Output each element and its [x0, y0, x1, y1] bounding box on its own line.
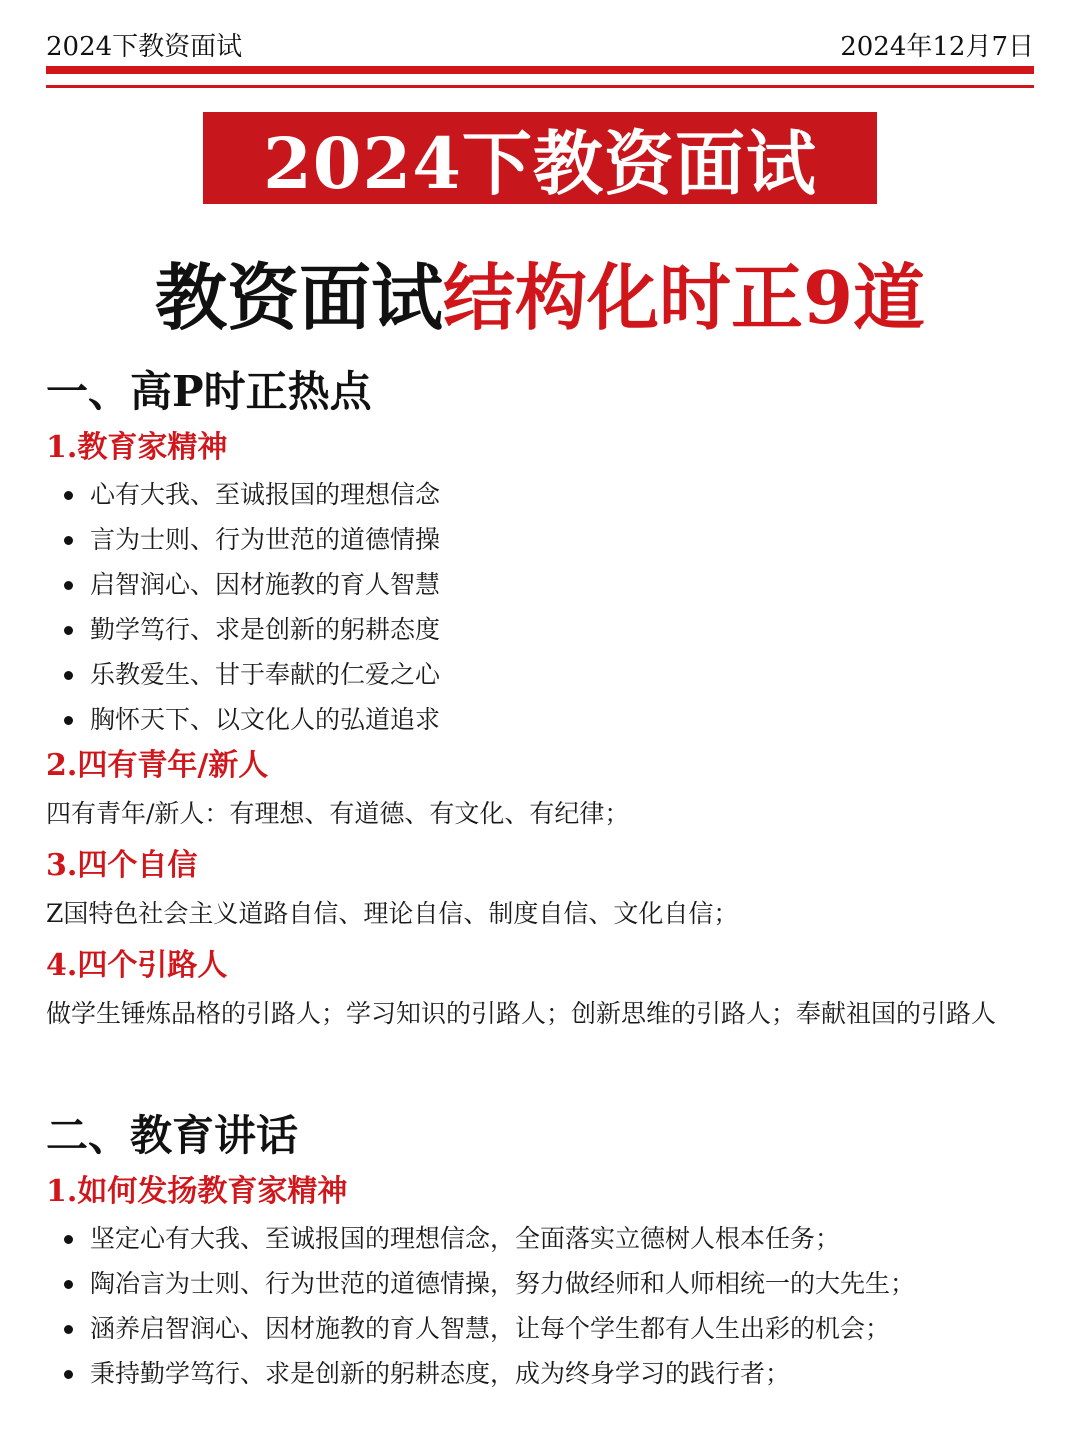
bullet-dot-icon [64, 716, 73, 725]
bullet-dot-icon [64, 536, 73, 545]
section1-item4-title: 4.四个引路人 [46, 948, 228, 983]
bullet-dot-icon [64, 626, 73, 635]
header-bar [46, 26, 1034, 62]
section2-heading: 二、教育讲话 [46, 1111, 299, 1160]
section1-item1-bullets [46, 472, 1034, 742]
section2-item1-bullets [46, 1216, 1034, 1396]
header-title: 2024下教资面试 [46, 31, 243, 62]
list-item-text: 勤学笃行、求是创新的躬耕态度 [90, 615, 441, 644]
bullet-dot-icon [64, 1370, 73, 1379]
list-item [46, 472, 1034, 517]
list-item [46, 562, 1034, 607]
list-item [46, 1306, 1034, 1351]
header-rule-thick [46, 66, 1034, 74]
section1-item2-text: 四有青年/新人：有理想、有道德、有文化、有纪律； [46, 799, 630, 828]
list-item [46, 652, 1034, 697]
section-spacer [46, 1042, 1034, 1104]
bullet-dot-icon [64, 1235, 73, 1244]
bullet-dot-icon [64, 1280, 73, 1289]
list-item-text: 涵养启智润心、因材施教的育人智慧，让每个学生都有人生出彩的机会； [90, 1314, 891, 1343]
content-area [46, 360, 1034, 1396]
section1-heading: 一、高P时正热点 [46, 367, 372, 416]
list-item [46, 517, 1034, 562]
page-subtitle [0, 240, 1080, 344]
header-rule-thin [46, 85, 1034, 88]
section2-item1-title: 1.如何发扬教育家精神 [46, 1174, 348, 1209]
subtitle-red: 结构化时正9道 [442, 255, 926, 340]
bullet-dot-icon [64, 671, 73, 680]
bullet-dot-icon [64, 581, 73, 590]
list-item-text: 心有大我、至诚报国的理想信念 [90, 480, 441, 509]
list-item [46, 697, 1034, 742]
list-item [46, 1216, 1034, 1261]
list-item-text: 言为士则、行为世范的道德情操 [90, 525, 441, 554]
subtitle-black: 教资面试 [154, 255, 443, 340]
list-item-text: 坚定心有大我、至诚报国的理想信念，全面落实立德树人根本任务； [90, 1224, 841, 1253]
bullet-dot-icon [64, 491, 73, 500]
section1-item1-title: 1.教育家精神 [46, 430, 228, 465]
list-item-text: 胸怀天下、以文化人的弘道追求 [90, 705, 441, 734]
title-banner [203, 112, 877, 204]
list-item [46, 1351, 1034, 1396]
header-date: 2024年12月7日 [840, 31, 1034, 62]
list-item-text: 陶冶言为士则、行为世范的道德情操，努力做经师和人师相统一的大先生； [90, 1269, 916, 1298]
section1-item4-text: 做学生锤炼品格的引路人；学习知识的引路人；创新思维的引路人；奉献祖国的引路人 [46, 999, 997, 1028]
list-item-text: 启智润心、因材施教的育人智慧 [90, 570, 441, 599]
list-item [46, 607, 1034, 652]
section1-item2-title: 2.四有青年/新人 [46, 748, 269, 783]
section1-item3-text: Z国特色社会主义道路自信、理论自信、制度自信、文化自信； [46, 899, 739, 928]
list-item [46, 1261, 1034, 1306]
banner-title: 2024下教资面试 [263, 121, 817, 205]
list-item-text: 秉持勤学笃行、求是创新的躬耕态度，成为终身学习的践行者； [90, 1359, 791, 1388]
list-item-text: 乐教爱生、甘于奉献的仁爱之心 [90, 660, 441, 689]
section1-item3-title: 3.四个自信 [46, 848, 198, 883]
bullet-dot-icon [64, 1325, 73, 1334]
